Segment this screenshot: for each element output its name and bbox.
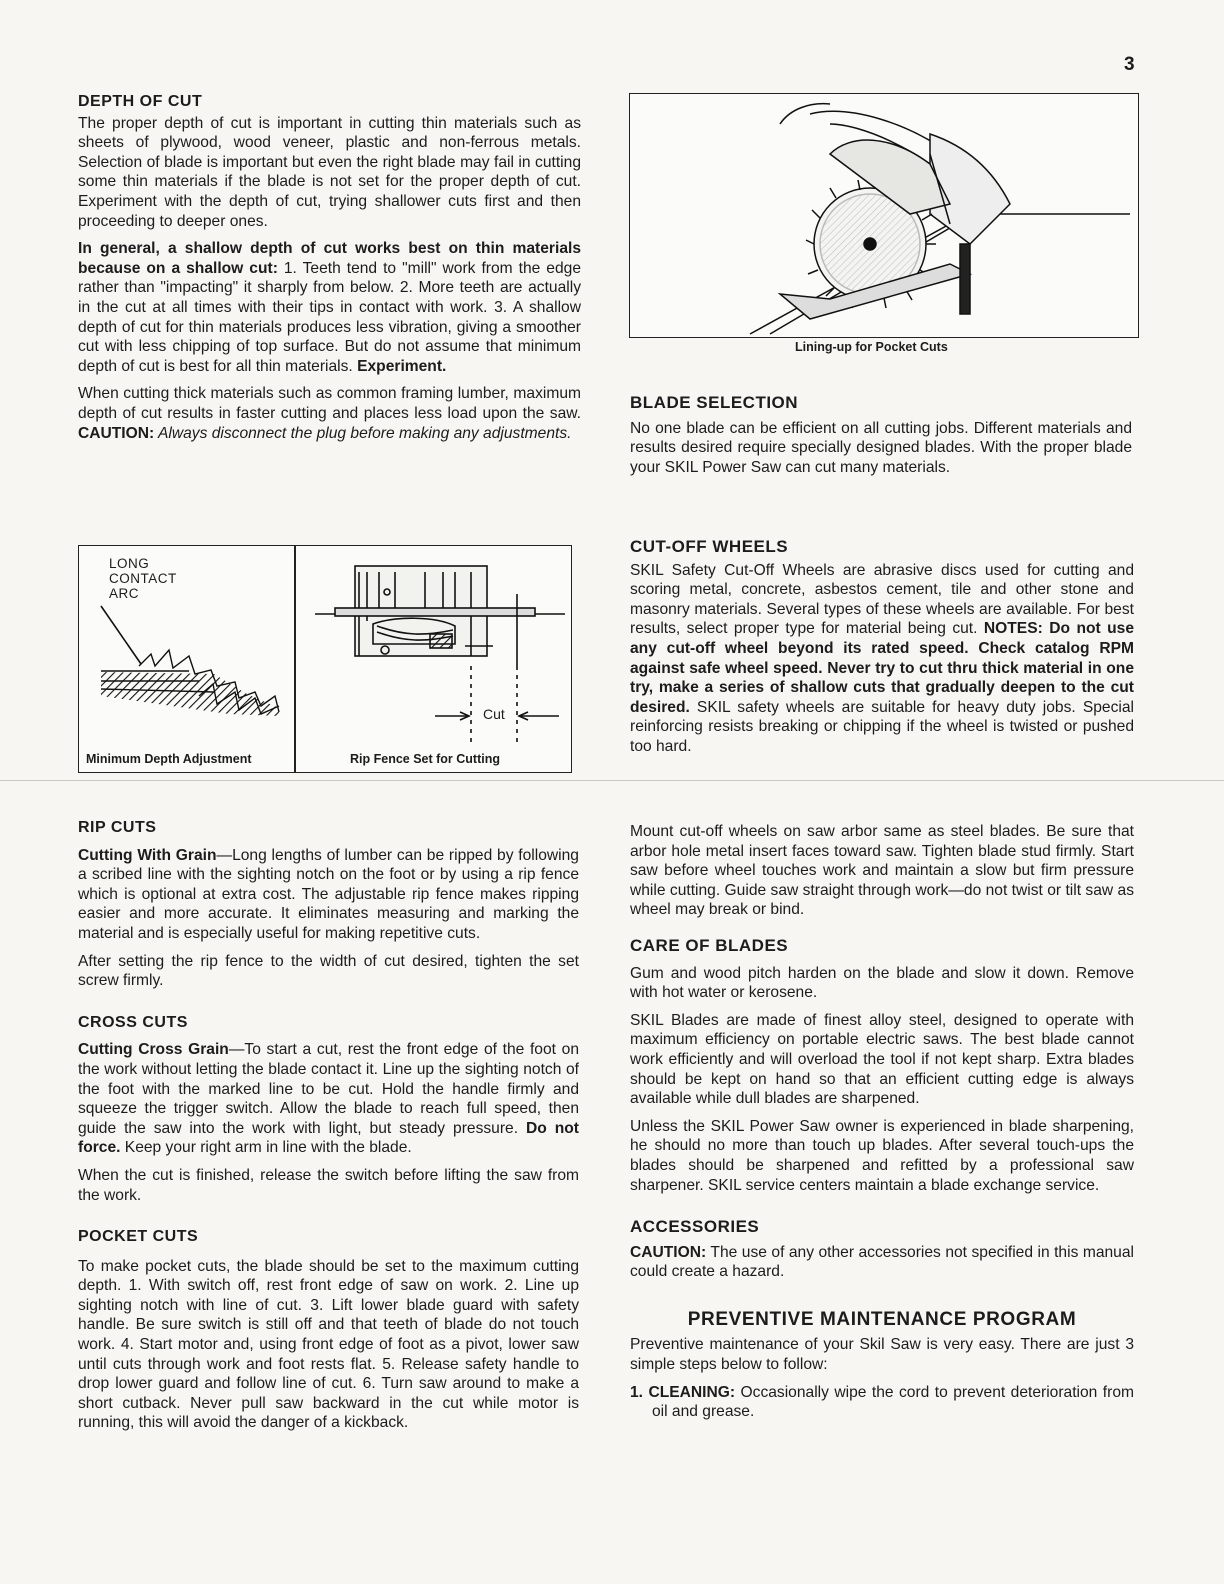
- preventive-maintenance-heading: PREVENTIVE MAINTENANCE PROGRAM: [687, 1308, 1077, 1330]
- cleaning-label: 1. CLEANING:: [630, 1383, 736, 1401]
- cleaning-text: Occasionally wipe the cord to prevent deterioration from oil and grease.: [652, 1383, 1134, 1421]
- care-of-blades-paragraph-1: Gum and wood pitch harden on the blade and slow it down. Remove with hot water or kerosene.: [630, 964, 1134, 1002]
- page-number: 3: [1124, 54, 1135, 75]
- cross-cuts-tail: Keep your right arm in line with the blade.: [120, 1139, 412, 1157]
- care-of-blades-paragraph-2: SKIL Blades are made of finest alloy steel, designed to operate with maximum efficiency on portable electric saws. The best blade cannot work efficiently and will overload the tool if not kept sharp. Extra blades should be kept on hand so that an efficient cutting edge is always available while dull blades are sharpened.: [630, 1011, 1134, 1108]
- blade-selection-text: No one blade can be efficient on all cutting jobs. Different materials and results desired require specially designed blades. With the proper blade your SKIL Power Saw can cut many materials.: [630, 419, 1132, 476]
- rip-cuts-paragraph-1: [78, 846, 579, 944]
- cuts-section: [78, 818, 579, 1441]
- depth-of-cut-paragraph-2: [78, 239, 581, 376]
- pocket-cuts-heading: POCKET CUTS: [78, 1228, 199, 1246]
- rip-cuts-paragraph-2: After setting the rip fence to the width of cut desired, tighten the set screw firmly.: [78, 952, 579, 990]
- blade-selection-heading: BLADE SELECTION: [630, 393, 799, 412]
- thick-materials-text: When cutting thick materials such as common framing lumber, maximum depth of cut results in faster cutting and places less load upon the saw.: [78, 385, 581, 422]
- pocket-cut-illustration: [630, 94, 1138, 337]
- cross-cuts-heading: CROSS CUTS: [78, 1013, 188, 1031]
- cutoff-mount-section: [630, 822, 1134, 1430]
- rip-fence-caption: Rip Fence Set for Cutting: [350, 752, 500, 766]
- pocket-cut-figure: [629, 93, 1139, 338]
- cutting-with-grain-lead: Cutting With Grain: [78, 846, 217, 864]
- page-fold-line: [0, 780, 1224, 781]
- do-not-force: Do not force.: [78, 1119, 579, 1157]
- cross-cuts-paragraph-1: [78, 1040, 579, 1158]
- rip-fence-illustration: [295, 546, 570, 772]
- minimum-depth-illustration: [79, 546, 294, 772]
- accessories-text: [630, 1243, 1134, 1282]
- cutoff-wheels-paragraph-2: Mount cut-off wheels on saw arbor same as steel blades. Be sure that arbor hole metal insert faces toward saw. Tighten blade stud firmly. Start saw before wheel touches work and maintain a slow but firm pressure while cutting. Guide saw straight through work—do not twist or tilt saw as wheel may break or bind.: [630, 823, 1134, 919]
- pocket-cuts-paragraph: To make pocket cuts, the blade should be set to the maximum cutting depth. 1. With switch off, rest front edge of saw on work. 2. Line up sighting notch with line of cut. 3. Lift lower blade guard with safety handle. Be sure switch is still off and that teeth of blade do not touch work. 4. Start motor and, using front edge of foot as a pivot, lower saw until cuts through work and foot rests flat. 5. Release safety handle to drop lower guard and follow line of cut. 6. Turn saw around to make a short cutback. Never pull saw backward in the cut while motor is running, this will avoid the danger of a kickback.: [78, 1257, 579, 1432]
- cutoff-wheels-intro: SKIL Safety Cut-Off Wheels are abrasive discs used for cutting and scoring metal, concrete, asbestos cement, tile and other stone and masonry materials. Several types of these wheels are available. For best results, select proper type for material being cut.: [630, 561, 1134, 638]
- depth-of-cut-section: [78, 92, 581, 451]
- cross-cuts-text: —To start a cut, rest the front edge of the foot on the work without letting the blade contact it. Line up the sighting notch of the foot with the marked line to be cut. Hold the handle firmly and squeeze the trigger switch. Allow the blade to reach full speed, then guide the saw into the work with light, but steady pressure.: [78, 1041, 579, 1137]
- cutoff-wheels-tail: SKIL safety wheels are suitable for heavy duty jobs. Special reinforcing resists breaking or chipping if the wheel is twisted or pushed too hard.: [630, 698, 1134, 755]
- caution-label: CAUTION:: [78, 424, 155, 442]
- preventive-maintenance-intro: Preventive maintenance of your Skil Saw is very easy. There are just 3 simple steps below to follow:: [630, 1336, 1134, 1374]
- accessories-caution-label: CAUTION:: [630, 1243, 707, 1261]
- pocket-cuts-caption: Lining-up for Pocket Cuts: [795, 340, 948, 354]
- cross-cuts-paragraph-2: When the cut is finished, release the switch before lifting the saw from the work.: [78, 1166, 579, 1204]
- cut-label: Cut: [483, 706, 505, 722]
- experiment-emphasis: Experiment.: [352, 357, 447, 375]
- care-of-blades-heading: CARE OF BLADES: [630, 935, 789, 955]
- minimum-depth-caption: Minimum Depth Adjustment: [86, 752, 252, 766]
- long-contact-arc-label: LONG CONTACT ARC: [109, 556, 177, 601]
- cutoff-wheels-heading: CUT-OFF WHEELS: [630, 537, 789, 556]
- accessories-heading: ACCESSORIES: [630, 1217, 760, 1237]
- cleaning-step: [630, 1383, 1134, 1422]
- depth-of-cut-paragraph-1: The proper depth of cut is important in cutting thin materials such as sheets of plywood, wood veneer, plastic and non-ferrous metals. Selection of blade is important but even the right blade may fail in cutting some thin materials if the blade is not set for the proper depth of cut. Experiment with the depth of cut, trying shallower cuts first and then proceeding to deeper ones.: [78, 114, 581, 230]
- cutting-cross-grain-lead: Cutting Cross Grain: [78, 1041, 229, 1059]
- blade-selection-section: [630, 393, 1132, 485]
- shallow-depth-lead: In general, a shallow depth of cut works best on thin materials because on a shallow cut:: [78, 240, 581, 277]
- notes-label: NOTES:: [977, 620, 1043, 638]
- notes-text: Do not use any cut-off wheel beyond its rated speed. Check catalog RPM against safe wheel speed. Never try to cut thru thick material in one try, make a series of shallow cuts that gradually deepen to the cut desired.: [630, 620, 1134, 716]
- cutoff-wheels-paragraph-1: [630, 561, 1134, 757]
- depth-rip-figure: [78, 545, 572, 773]
- rip-cuts-heading: RIP CUTS: [78, 819, 157, 836]
- cutoff-wheels-section: [630, 537, 1134, 765]
- caution-text: Always disconnect the plug before making any adjustments.: [154, 424, 572, 442]
- accessories-caution-text: The use of any other accessories not specified in this manual could create a hazard.: [630, 1243, 1134, 1281]
- depth-of-cut-paragraph-3: [78, 384, 581, 443]
- depth-of-cut-heading: DEPTH OF CUT: [78, 93, 203, 110]
- shallow-depth-reasons: 1. Teeth tend to "mill" work from the edge rather than "impacting" it sharply from below. 2. More teeth are actually in the cut at all times with their tips in contact with work. 3. A shallow depth of cut for thin materials produces less vibration, giving a smoother cut with less chipping of top surface. But do not assume that minimum depth of cut is best for all thin materials.: [78, 259, 581, 375]
- care-of-blades-paragraph-3: Unless the SKIL Power Saw owner is experienced in blade sharpening, he should no more than touch up blades. After several touch-ups the blades should be sharpened and refitted by a professional saw sharpener. SKIL service centers maintain a blade exchange service.: [630, 1117, 1134, 1194]
- rip-cuts-text: —Long lengths of lumber can be ripped by following a scribed line with the sighting notch on the foot or by using a rip fence which is optional at extra cost. The adjustable rip fence makes ripping easier and more accurate. It eliminates measuring and marking the material and is especially useful for making repetitive cuts.: [78, 846, 579, 942]
